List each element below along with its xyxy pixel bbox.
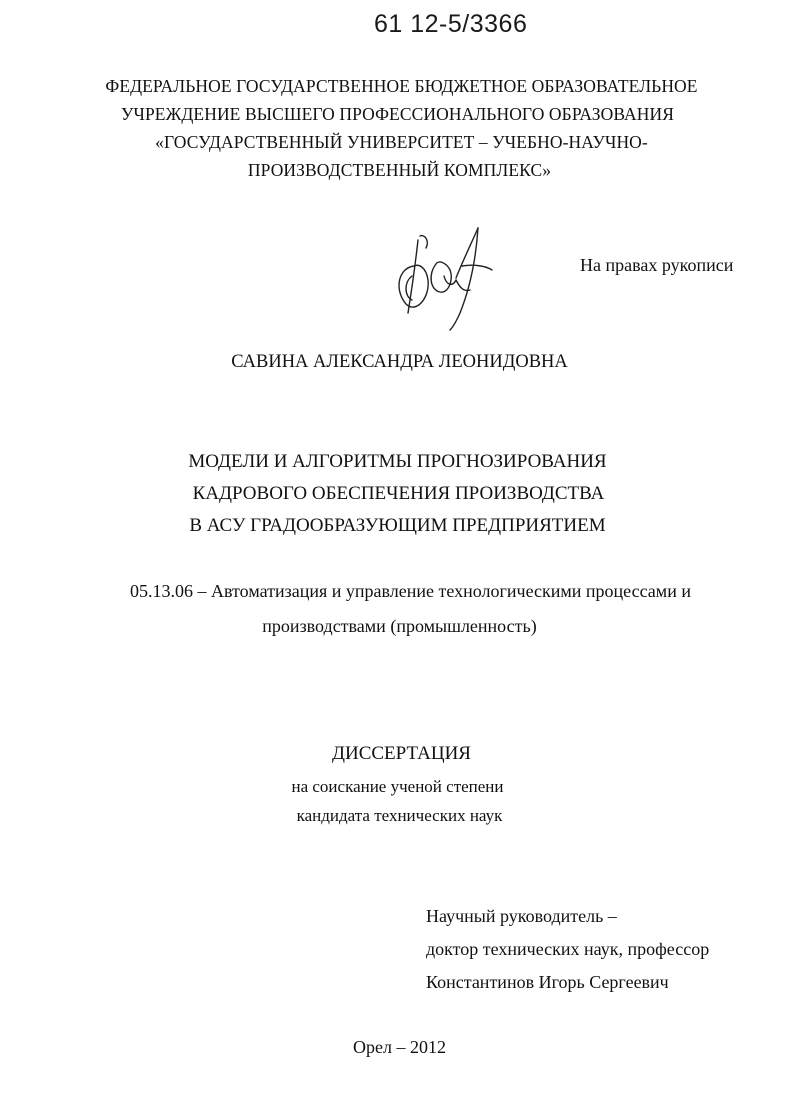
supervisor-line-1: Научный руководитель – xyxy=(426,906,617,926)
handwritten-signature xyxy=(390,218,500,338)
specialty-line-1: 05.13.06 – Автоматизация и управление технологическими процессами и xyxy=(130,581,691,601)
author-name: САВИНА АЛЕКСАНДРА ЛЕОНИДОВНА xyxy=(231,352,568,372)
supervisor-line-2: доктор технических наук, профессор xyxy=(426,939,710,959)
supervisor-line-3: Константинов Игорь Сергеевич xyxy=(426,972,669,992)
organization-line-4: ПРОИЗВОДСТВЕННЫЙ КОМПЛЕКС» xyxy=(247,160,552,180)
title-line-1: МОДЕЛИ И АЛГОРИТМЫ ПРОГНОЗИРОВАНИЯ xyxy=(188,451,607,472)
organization-line-2: УЧРЕЖДЕНИЕ ВЫСШЕГО ПРОФЕССИОНАЛЬНОГО ОБРАЗОВАНИЯ xyxy=(121,104,674,124)
organization-line-3: «ГОСУДАРСТВЕННЫЙ УНИВЕРСИТЕТ – УЧЕБНО-НАУЧНО- xyxy=(155,132,648,152)
degree-line-1: на соискание ученой степени xyxy=(291,777,504,796)
organization-line-1: ФЕДЕРАЛЬНОЕ ГОСУДАРСТВЕННОЕ БЮДЖЕТНОЕ ОБРАЗОВАТЕЛЬНОЕ xyxy=(105,76,698,96)
title-line-2: КАДРОВОГО ОБЕСПЕЧЕНИЯ ПРОИЗВОДСТВА xyxy=(192,483,605,504)
manuscript-note: На правах рукописи xyxy=(580,255,734,275)
dissertation-label: ДИССЕРТАЦИЯ xyxy=(332,743,471,764)
catalog-number: 61 12-5/3366 xyxy=(374,10,528,38)
degree-line-2: кандидата технических наук xyxy=(296,806,503,825)
place-year: Орел – 2012 xyxy=(353,1037,446,1057)
specialty-line-2: производствами (промышленность) xyxy=(262,616,537,636)
title-line-3: В АСУ ГРАДООБРАЗУЮЩИМ ПРЕДПРИЯТИЕМ xyxy=(189,515,606,536)
